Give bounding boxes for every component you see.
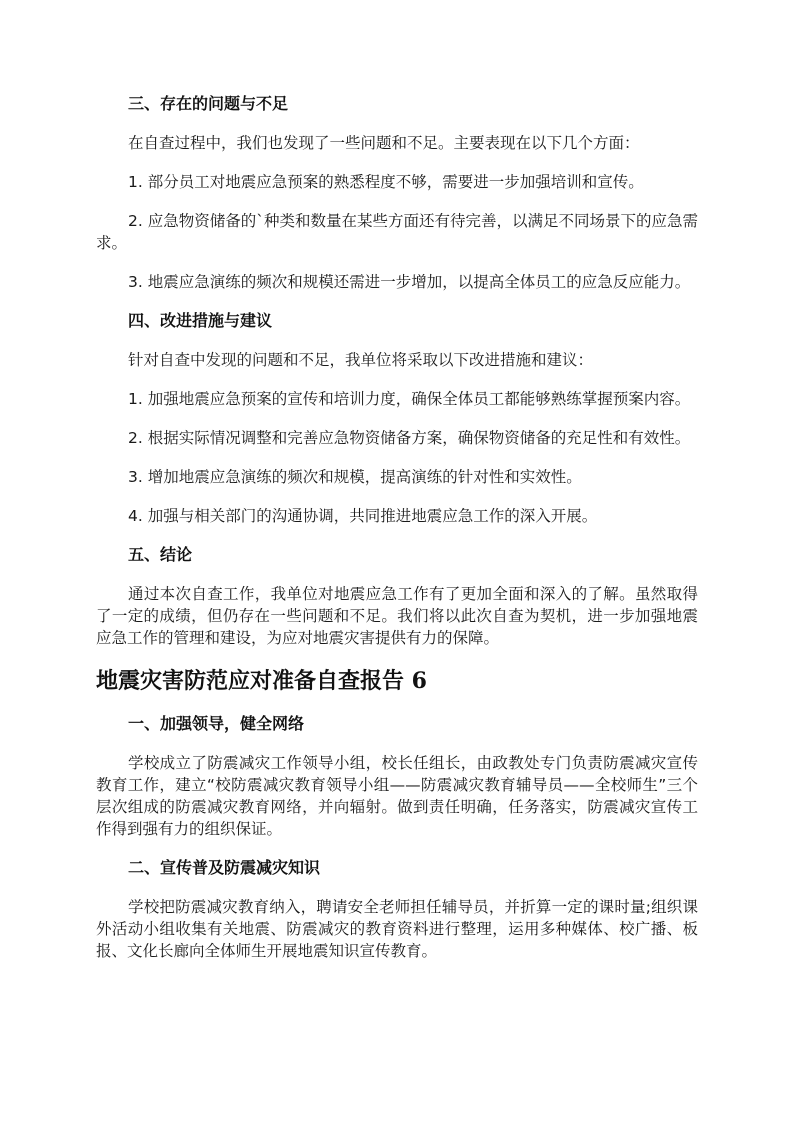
section-5-body: 通过本次自查工作，我单位对地震应急工作有了更加全面和深入的了解。虽然取得了一定的成绩，但仍存在一些问题和不足。我们将以此次自查为契机，进一步加强地震应急工作的管理和建设，为应对地震灾害提供有力的保障。: [96, 585, 698, 647]
section-3-heading: 三、存在的问题与不足: [128, 94, 289, 113]
report-6-section-1-body: 学校成立了防震减灾工作领导小组，校长任组长，由政教处专门负责防震减灾宣传教育工作，建立“校防震减灾教育领导小组——防震减灾教育辅导员——全校师生”三个层次组成的防震减灾教育网络，并向辐射。做到责任明确，任务落实，防震减灾宣传工作得到强有力的组织保证。: [96, 754, 698, 838]
section-3-item-2: 2. 应急物资储备的`种类和数量在某些方面还有待完善，以满足不同场景下的应急需求。: [96, 212, 698, 252]
section-4-item-4: 4. 加强与相关部门的沟通协调，共同推进地震应急工作的深入开展。: [128, 507, 598, 525]
report-6-title: 地震灾害防范应对准备自查报告 6: [96, 668, 427, 694]
section-4-heading: 四、改进措施与建议: [128, 311, 273, 330]
section-4-item-1: 1. 加强地震应急预案的宣传和培训力度，确保全体员工都能够熟练掌握预案内容。: [128, 390, 691, 408]
section-3-item-1: 1. 部分员工对地震应急预案的熟悉程度不够，需要进一步加强培训和宣传。: [128, 173, 644, 191]
section-3-intro: 在自查过程中，我们也发现了一些问题和不足。主要表现在以下几个方面：: [128, 134, 640, 152]
report-6-section-2-body: 学校把防震减灾教育纳入，聘请安全老师担任辅导员，并折算一定的课时量;组织课外活动小组收集有关地震、防震减灾的教育资料进行整理，运用多种媒体、校广播、板报、文化长廊向全体师生开展地震知识宣传教育。: [96, 898, 698, 960]
section-5-heading: 五、结论: [128, 545, 193, 564]
document-page: [96, 93, 698, 962]
report-6-section-2-heading: 二、宣传普及防震减灾知识: [128, 858, 321, 877]
report-6-section-1-heading: 一、加强领导，健全网络: [128, 714, 305, 733]
section-3-item-3: 3. 地震应急演练的频次和规模还需进一步增加，以提高全体员工的应急反应能力。: [128, 273, 691, 291]
section-4-intro: 针对自查中发现的问题和不足，我单位将采取以下改进措施和建议：: [128, 351, 594, 369]
section-4-item-2: 2. 根据实际情况调整和完善应急物资储备方案，确保物资储备的充足性和有效性。: [128, 429, 691, 447]
section-4-item-3: 3. 增加地震应急演练的频次和规模，提高演练的针对性和实效性。: [128, 468, 582, 486]
